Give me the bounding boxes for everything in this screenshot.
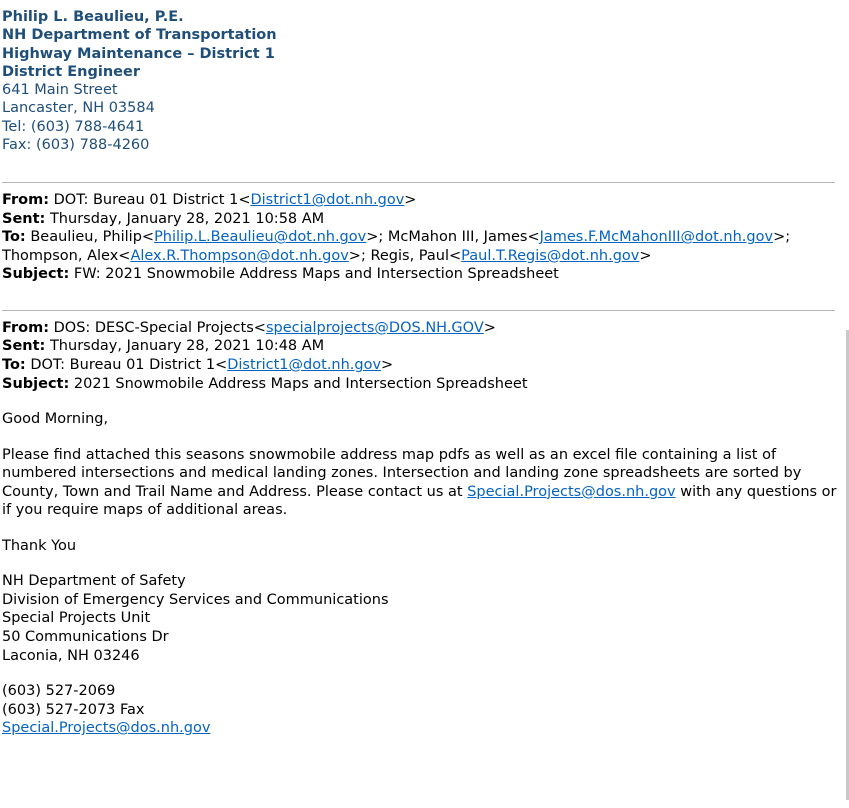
subject-value-2: 2021 Snowmobile Address Maps and Intersection Spreadsheet bbox=[73, 375, 528, 392]
sent-value: Thursday, January 28, 2021 10:58 AM bbox=[49, 210, 325, 227]
subject-label: Subject: bbox=[2, 266, 70, 283]
sent-label-2: Sent: bbox=[2, 338, 46, 355]
sent-value-2: Thursday, January 28, 2021 10:48 AM bbox=[49, 338, 325, 355]
to-recipient-email-4[interactable]: Paul.T.Regis@dot.nh.gov bbox=[461, 247, 640, 264]
signature-division: Highway Maintenance – District 1 bbox=[2, 45, 275, 62]
to-label: To: bbox=[2, 229, 26, 246]
to-recipient-email-3[interactable]: Alex.R.Thompson@dot.nh.gov bbox=[130, 247, 349, 264]
spacer-before-phone bbox=[2, 665, 841, 682]
footer-unit: Special Projects Unit bbox=[2, 610, 151, 627]
footer-street: 50 Communications Dr bbox=[2, 628, 169, 645]
angle-close: > bbox=[404, 192, 417, 209]
signature-street: 641 Main Street bbox=[2, 82, 118, 99]
to-recipient-sep-3: >; bbox=[348, 247, 371, 264]
signature-block bbox=[0, 8, 841, 154]
to-recipient-sep-2: >; bbox=[773, 229, 791, 246]
from-display-name-2: DOS: DESC-Special Projects bbox=[53, 319, 254, 336]
to-recipient-name-3: Thompson, Alex bbox=[2, 247, 119, 264]
spacer-above-first-divider bbox=[0, 154, 841, 182]
to-label-2: To: bbox=[2, 356, 26, 373]
subject-label-2: Subject: bbox=[2, 375, 70, 392]
message-1-sent-line bbox=[2, 210, 841, 229]
to-recipient-sep-1: >; bbox=[366, 229, 388, 246]
signature-title: District Engineer bbox=[2, 63, 140, 80]
message-divider-2 bbox=[2, 310, 835, 311]
footer-email-line bbox=[2, 719, 841, 738]
paragraph-part-2: with any questions or if you require maps of additional areas. bbox=[2, 483, 837, 519]
signature-tel: Tel: (603) 788-4641 bbox=[2, 118, 145, 135]
message-1-subject-line bbox=[2, 265, 841, 284]
message-2-headers bbox=[0, 319, 841, 393]
message-2-subject-line bbox=[2, 375, 841, 394]
message-body bbox=[0, 410, 841, 738]
signature-fax: Fax: (603) 788-4260 bbox=[2, 136, 150, 153]
message-2-from-line bbox=[2, 319, 841, 338]
to-email-link-2[interactable]: District1@dot.nh.gov bbox=[227, 356, 382, 373]
spacer-above-second-divider bbox=[0, 284, 841, 310]
from-label-2: From: bbox=[2, 319, 49, 336]
angle-open: < bbox=[238, 192, 251, 209]
message-2-sent-line bbox=[2, 337, 841, 356]
signature-department: NH Department of Transportation bbox=[2, 27, 277, 44]
message-1-to-line: To: Beaulieu, Philip<Philip.L.Beaulieu@dot.nh.gov>; McMahon III, James<James.F.McMahonIII@dot.nh.gov>; Thompson, Alex<Alex.R.Thompson@dot.nh.gov>; Regis, Paul<Paul.T.Regis@dot.nh.gov> bbox=[2, 229, 791, 264]
paragraph-part-1: Please find attached this seasons snowmobile address map pdfs as well as an excel file containing a list of numbered intersections and medical landing zones. Intersection and landing zone spreadsheets are sorted by County, Town and Trail Name and Address. Please contact us at bbox=[2, 446, 802, 500]
to-recipient-name-4: Regis, Paul bbox=[370, 247, 449, 264]
spacer-before-paragraph bbox=[2, 429, 841, 446]
to-angle-close-2: > bbox=[381, 356, 394, 373]
signature-city: Lancaster, NH 03584 bbox=[2, 100, 155, 117]
from-email-link-2[interactable]: specialprojects@DOS.NH.GOV bbox=[265, 319, 484, 336]
spacer-before-thanks bbox=[2, 520, 841, 537]
spacer-before-greeting bbox=[0, 393, 841, 410]
from-email-link[interactable]: District1@dot.nh.gov bbox=[250, 192, 405, 209]
message-1-from-line bbox=[2, 191, 841, 210]
footer-phone: (603) 527-2069 bbox=[2, 683, 116, 700]
footer-city: Laconia, NH 03246 bbox=[2, 647, 140, 664]
footer-department: NH Department of Safety bbox=[2, 573, 186, 590]
to-angle-open-2: < bbox=[215, 356, 228, 373]
to-recipient-name-1: Beaulieu, Philip bbox=[30, 229, 142, 246]
spacer-before-footer bbox=[2, 555, 841, 572]
thank-you-line: Thank You bbox=[2, 537, 77, 554]
to-recipient-sep-4: > bbox=[639, 247, 652, 264]
message-divider-1 bbox=[2, 182, 835, 183]
sent-label: Sent: bbox=[2, 210, 46, 227]
to-display-name-2: DOT: Bureau 01 District 1 bbox=[30, 356, 216, 373]
greeting-line: Good Morning, bbox=[2, 411, 109, 428]
to-recipient-email-1[interactable]: Philip.L.Beaulieu@dot.nh.gov bbox=[154, 229, 367, 246]
angle-open-2: < bbox=[253, 319, 266, 336]
angle-close-2: > bbox=[483, 319, 496, 336]
to-recipient-email-2[interactable]: James.F.McMahonIII@dot.nh.gov bbox=[539, 229, 774, 246]
subject-value: FW: 2021 Snowmobile Address Maps and Intersection Spreadsheet bbox=[73, 266, 559, 283]
to-recipient-name-2: McMahon III, James bbox=[387, 229, 528, 246]
message-1-headers bbox=[0, 191, 841, 284]
message-2-to-line bbox=[2, 356, 841, 375]
footer-email-link[interactable]: Special.Projects@dos.nh.gov bbox=[2, 720, 211, 737]
from-label: From: bbox=[2, 192, 49, 209]
from-display-name: DOT: Bureau 01 District 1 bbox=[53, 192, 239, 209]
footer-fax: (603) 527-2073 Fax bbox=[2, 701, 145, 718]
main-paragraph bbox=[2, 446, 838, 520]
footer-division: Division of Emergency Services and Communications bbox=[2, 591, 389, 608]
signature-name: Philip L. Beaulieu, P.E. bbox=[2, 9, 184, 25]
special-projects-email-link[interactable]: Special.Projects@dos.nh.gov bbox=[467, 483, 676, 500]
